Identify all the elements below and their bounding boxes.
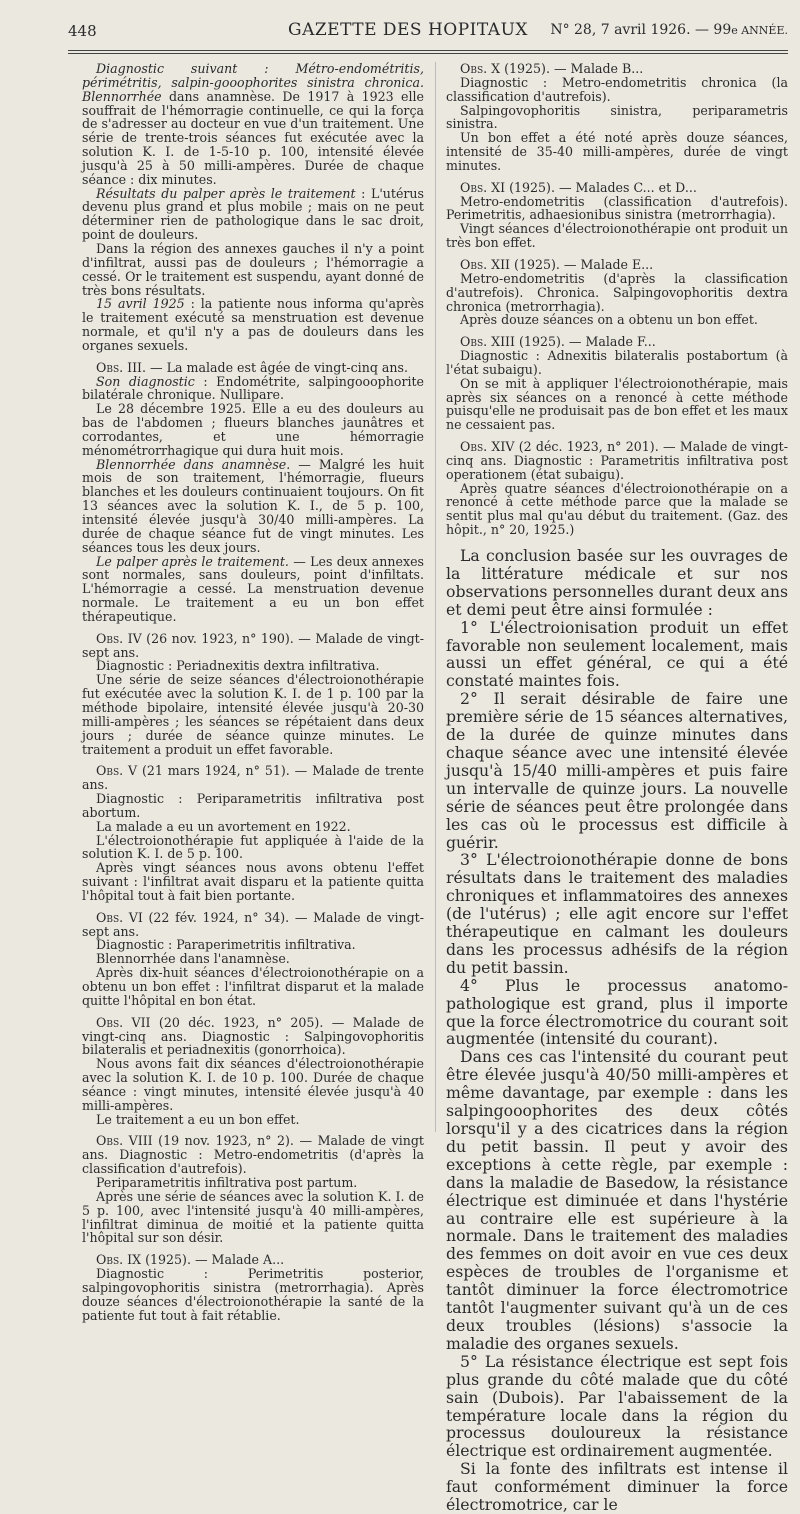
paragraph	[82, 1016, 424, 1058]
paragraph-text: Vingt séances d'électroionothérapie ont produit un très bon effet.	[446, 221, 788, 251]
observation-heading: Obs. V	[96, 763, 138, 779]
conclusion-paragraph: 5° La résistance électrique est sept fois plus grande du côté malade que du côté sain (Dubois). Par l'abaissement de la température locale dans la région du processus douloureux la résistance électrique est ordinairement augmentée.	[446, 1351, 788, 1461]
paragraph	[446, 313, 788, 327]
observation-heading: Obs. XIII	[460, 334, 516, 350]
paragraph-text: Periparametritis infiltrativa post partum.	[96, 1174, 358, 1190]
observations-list	[446, 62, 788, 537]
paragraph	[82, 1057, 424, 1112]
paragraph	[82, 1190, 424, 1245]
paragraph-text: Metro-endometritis (d'après la classification d'autrefois). Chronica. Salpingovophoritis dextra chronica (metrorrhagia).	[446, 270, 788, 314]
paragraph	[82, 402, 424, 457]
conclusion-paragraph: 3° L'électroionothérapie donne de bons résultats dans le traitement des maladies chroniques et inflammatoires des annexes (de l'utérus) ; elle agit encore sur l'effet thérapeutique en calmant les douleurs dans les processus adhésifs de la région du petit bassin.	[446, 850, 788, 977]
paragraph	[82, 187, 424, 242]
issue-number: N° 28, 7 avril 1926. — 99	[550, 22, 732, 38]
paragraph	[446, 258, 788, 272]
observation-heading: Obs. X	[460, 61, 501, 76]
conclusion-section	[446, 547, 788, 1514]
paragraph-text: Après vingt séances nous avons obtenu l'effet suivant : l'infiltrat avait disparu et la patiente quitta l'hôpital tout à fait bien portante.	[82, 860, 424, 903]
left-column	[82, 62, 424, 1322]
paragraph-text: (1925). — Malade F...	[515, 334, 656, 350]
paragraph	[82, 297, 424, 352]
observation-heading: Obs. VI	[96, 909, 143, 925]
paragraph	[82, 673, 424, 756]
paragraph-text: Après douze séances on a obtenu un bon effet.	[460, 312, 758, 328]
paragraph	[446, 181, 788, 195]
paragraph-text: Blennorrhée dans l'anamnèse.	[96, 951, 290, 967]
paragraph	[82, 966, 424, 1008]
page-number: 448	[68, 22, 97, 40]
paragraph-text: (26 nov. 1923, n° 190). — Malade de vingt-sept ans.	[82, 630, 424, 660]
paragraph	[446, 62, 788, 76]
conclusion-paragraph: La conclusion basée sur les ouvrages de la littérature médicale et sur nos observations personnelles durant deux ans et demi peut être ainsi formulée :	[446, 546, 788, 619]
paragraph	[446, 195, 788, 223]
paragraph	[82, 361, 424, 375]
paragraph	[82, 659, 424, 673]
paragraph	[446, 104, 788, 132]
paragraph-text: (2 déc. 1923, n° 201). — Malade de vingt-cinq ans. Diagnostic : Parametritis infiltrativa post operationem (état subaigu).	[446, 439, 788, 482]
paragraph	[82, 861, 424, 903]
observation-heading: Obs. IX	[96, 1252, 142, 1268]
paragraph	[446, 222, 788, 250]
italic-lead: Blennorrhée dans anamnèse.	[96, 456, 291, 472]
italic-lead: Son diagnostic	[96, 373, 195, 389]
paragraph	[82, 792, 424, 820]
header-rule-secondary	[68, 53, 788, 54]
italic-lead: Le palper après le traitement.	[96, 553, 289, 569]
issue-year-suffix: e ANNÉE.	[731, 24, 788, 37]
right-column	[446, 62, 788, 1514]
header-rule	[68, 50, 788, 51]
observation-heading: Obs. IV	[96, 630, 142, 646]
paragraph-text: Dans la région des annexes gauches il n'y a point d'infiltrat, aussi pas de douleurs ; l'hémorragie a cessé. Or le traitement est suspendu, ayant donné de très bons résultats.	[82, 240, 424, 298]
paragraph-text: : la patiente nous informa qu'après le traitement exécuté sa menstruation est devenue normale, et qu'il n'y a pas de douleurs dans les organes sexuels.	[82, 296, 425, 353]
paragraph-text: Après dix-huit séances d'électroionothérapie on a obtenu un bon effet : l'infiltrat disparut et la malade quitte l'hôpital en bon état.	[82, 965, 424, 1008]
paragraph	[82, 242, 424, 297]
paragraph-text: Salpingovophoritis sinistra, periparametris sinistra.	[446, 102, 788, 132]
paragraph-text: dans anamnèse. De 1917 à 1923 elle souffrait de l'hémorragie continuelle, ce qui la força de s'adresser au docteur en vue d'un traitement. Une série de trente-trois séances fut exécutée avec la solution K. I. de 1-5-10 p. 100, intensité élevée jusqu'à 25 à 50 milli-ampères. Durée de chaque séance : dix minutes.	[82, 88, 424, 187]
issue-info	[550, 22, 788, 38]
observation-heading: Obs. III.	[96, 359, 147, 375]
paragraph-text: : L'utérus devenu plus grand et plus mobile ; mais on ne peut déterminer rien de pathologique dans le sac droit, point de douleurs.	[82, 185, 425, 243]
paragraph	[446, 272, 788, 314]
paragraph-text: Diagnostic : Adnexitis bilateralis postabortum (à l'état subaigu).	[446, 348, 788, 377]
paragraph-text: Diagnostic : Metro-endometritis chronica (la classification d'autrefois).	[446, 74, 788, 104]
paragraph-text: Le 28 décembre 1925. Elle a eu des douleurs au bas de l'abdomen ; flueurs blanches jaunâtres et corrodantes, et une hémorragie ménométrorrhagique qui dura huit mois.	[82, 401, 424, 458]
paragraph-text: (1925). — Malades C... et D...	[505, 179, 697, 195]
paragraph-text: — La malade est âgée de vingt-cinq ans.	[146, 359, 408, 375]
paragraph	[82, 834, 424, 862]
paragraph-text: Après une série de séances avec la solution K. I. de 5 p. 100, avec l'intensité jusqu'à 40 milli-ampères, l'infiltrat diminua de moitié et la patiente quitta l'hôpital sur son désir.	[82, 1188, 424, 1246]
paragraph	[82, 911, 424, 939]
paragraph	[446, 482, 788, 537]
paragraph-text: (20 déc. 1923, n° 205). — Malade de vingt-cinq ans. Diagnostic : Salpingovophoritis bilateralis et periadnexitis (gonorrhoica).	[82, 1014, 425, 1058]
paragraph	[82, 62, 424, 187]
paragraph-text: Diagnostic : Paraperimetritis infiltrativa.	[96, 937, 356, 953]
conclusion-paragraph: Si la fonte des infiltrats est intense il faut conformément diminuer la force électromotrice, car le	[446, 1459, 788, 1514]
observation-heading: Obs. XII	[460, 256, 511, 272]
paragraph-text: Diagnostic : Periparametritis infiltrativa post abortum.	[82, 791, 424, 820]
paragraph	[446, 440, 788, 482]
paragraph-text: Un bon effet a été noté après douze séances, intensité de 35-40 milli-ampères, durée de vingt minutes.	[446, 130, 788, 173]
paragraph	[82, 1176, 424, 1190]
conclusion-paragraph: Dans ces cas l'intensité du courant peut être élevée jusqu'à 40/50 milli-ampères et même davantage, par exemple : dans les salpingooophorites des deux côtés lorsqu'il y a des cicatrices dans la région du petit bassin. Il peut y avoir des exceptions à cette règle, par exemple : dans la maladie de Basedow, la résistance électrique est diminuée et dans l'hystérie au contraire elle est supérieure à la normale. Dans le traitement des maladies des femmes on doit avoir en vue ces deux espèces de troubles de l'organisme et tantôt diminuer la force électromotrice tantôt l'augmenter suivant qu'à un de ces deux troubles (lésions) s'associe la maladie des organes sexuels.	[446, 1047, 788, 1353]
conclusion-paragraph: 2° Il serait désirable de faire une première série de 15 séances alternatives, de la durée de quinze minutes dans chaque séance avec une intensité élevée jusqu'à 15/40 milli-ampères et puis faire un intervalle de quinze jours. La nouvelle série de séances peut être prolongée dans les cas où le processus est difficile à guérir.	[446, 689, 788, 852]
paragraph-text: (1925). — Malade E...	[510, 256, 654, 272]
paragraph	[82, 1267, 424, 1322]
observation-heading: Obs. VII	[96, 1014, 151, 1030]
paragraph-text: Diagnostic : Periadnexitis dextra infiltrativa.	[96, 658, 380, 674]
paragraph-text: (21 mars 1924, n° 51). — Malade de trente ans.	[82, 763, 424, 793]
paragraph	[82, 555, 424, 624]
paragraph-text: Metro-endometritis (classification d'autrefois). Perimetritis, adhaesionibus sinistra (metrorrhagia).	[446, 193, 788, 223]
paragraph	[82, 1253, 424, 1267]
italic-lead: 15 avril 1925	[96, 296, 185, 312]
paragraph-text: On se mit à appliquer l'électroionothérapie, mais après six séances on a renoncé à cette méthode puisqu'elle ne produisait pas de bon effet et les maux ne cessaient pas.	[446, 375, 788, 433]
column-divider	[435, 62, 436, 1132]
paragraph	[82, 820, 424, 834]
observation-heading: Obs. VIII	[96, 1133, 153, 1149]
paragraph	[82, 1134, 424, 1176]
paragraph-text: Après quatre séances d'électroionothérapie on a renoncé à cette méthode parce que la malade se sentit plus mal qu'au début du traitement. (Gaz. des hôpit., n° 20, 1925.)	[446, 480, 788, 538]
italic-lead: Résultats du palper après le traitement	[96, 185, 356, 201]
page-header	[68, 20, 788, 42]
paragraph-text: : Endométrite, salpingooophorite bilatérale chronique. Nullipare.	[82, 373, 425, 403]
observation-heading: Obs. XI	[460, 179, 506, 195]
paragraph-text: Une série de seize séances d'électroionothérapie fut exécutée avec la solution K. I. de 1 p. 100 par la méthode bipolaire, intensité élevée jusqu'à 20-30 milli-ampères ; les séances se répétaient dans deux jours ; durée de séance quinze minutes. Le traitement a produit un effet favorable.	[82, 672, 424, 757]
paragraph-text: (22 fév. 1924, n° 34). — Malade de vingt-sept ans.	[82, 909, 424, 939]
paragraph	[446, 76, 788, 104]
paragraph	[82, 764, 424, 792]
paragraph	[82, 938, 424, 952]
paragraph-text: L'électroionothérapie fut appliquée à l'aide de la solution K. I. de 5 p. 100.	[82, 832, 424, 862]
paragraph	[82, 632, 424, 660]
paragraph-text: (1925). — Malade B...	[500, 61, 644, 76]
conclusion-paragraph: 4° Plus le processus anatomo-pathologique est grand, plus il importe que la force électromotrice du courant soit augmentée (intensité du courant).	[446, 975, 788, 1049]
paragraph	[82, 1113, 424, 1127]
paragraph	[446, 131, 788, 173]
paragraph	[446, 335, 788, 349]
paragraph-text: — Les deux annexes sont normales, sans douleurs, point d'infiltats. L'hémorragie a cessé. La menstruation devenue normale. Le traitement a eu un bon effet thérapeutique.	[82, 553, 424, 624]
journal-title: GAZETTE DES HOPITAUX	[288, 20, 529, 40]
paragraph	[82, 952, 424, 966]
paragraph	[446, 377, 788, 432]
paragraph	[82, 375, 424, 403]
paragraph-text: Nous avons fait dix séances d'électroionothérapie avec la solution K. I. de 10 p. 100. Durée de chaque séance : vingt minutes, intensité élevée jusqu'à 40 milli-ampères.	[82, 1056, 424, 1113]
paragraph-text: Diagnostic : Perimetritis posterior, salpingovophoritis sinistra (metrorrhagia). Après douze séances d'électroionothérapie la santé de la patiente fut tout à fait rétablie.	[82, 1266, 424, 1323]
conclusion-paragraph: 1° L'électroionisation produit un effet favorable non seulement localement, mais aussi un effet général, ce qui a été constaté maintes fois.	[446, 617, 788, 691]
paragraph-text: (1925). — Malade A...	[141, 1252, 285, 1268]
paragraph-text: Le traitement a eu un bon effet.	[96, 1111, 300, 1127]
paragraph-text: La malade a eu un avortement en 1922.	[96, 818, 351, 834]
paragraph	[446, 349, 788, 377]
italic-lead: Diagnostic suivant : Métro-endométritis, périmétritis, salpin-gooophorites sinistra chronica. Blennorrhée	[82, 61, 424, 104]
paragraph-text: — Malgré les huit mois de son traitement, l'hémorragie, flueurs blanches et les douleurs continuaient toujours. On fit 13 séances avec la solution K. I., de 5 p. 100, intensité élevée jusqu'à 30/40 milli-ampères. La durée de chaque séance fut de vingt minutes. Les séances tous les deux jours.	[82, 456, 424, 555]
paragraph-text: (19 nov. 1923, n° 2). — Malade de vingt ans. Diagnostic : Metro-endometritis (d'après la classification d'autrefois).	[82, 1133, 424, 1177]
observation-heading: Obs. XIV	[460, 439, 515, 455]
paragraph	[82, 458, 424, 555]
